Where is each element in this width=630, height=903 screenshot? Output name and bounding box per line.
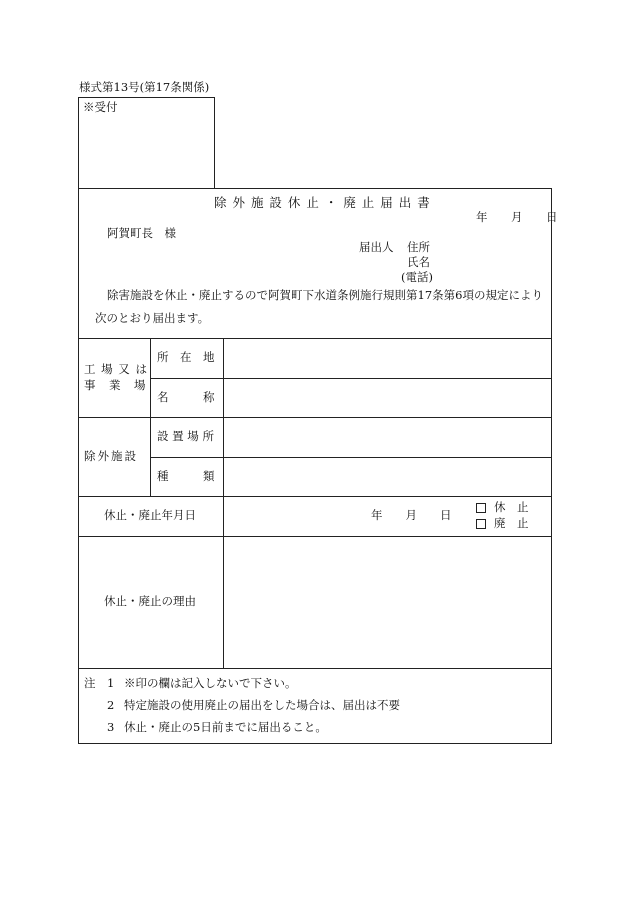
form-title: 除 外 施 設 休 止 ・ 廃 止 届 出 書 <box>214 195 431 210</box>
install-place-field[interactable] <box>226 420 548 454</box>
factory-name-field[interactable] <box>226 381 548 415</box>
body-text-line1: 除害施設を休止・廃止するので阿賀町下水道条例施行規則第17条第6項の規定により <box>107 288 543 302</box>
reason-field[interactable] <box>226 539 548 665</box>
note-1-text: ※印の欄は記入しないで下さい。 <box>124 676 297 690</box>
receipt-box <box>78 97 215 189</box>
note-2-num: 2 <box>107 698 115 712</box>
body-text-line2: 次のとおり届出ます。 <box>95 311 210 325</box>
date-line: 年 月 日 <box>476 210 564 224</box>
name-field[interactable] <box>440 255 540 269</box>
addressee: 阿賀町長 様 <box>107 226 176 240</box>
location-label: 所 在 地 <box>157 350 215 364</box>
suspension-date-placeholder: 年 月 日 <box>371 508 452 522</box>
notifier-address-label: 住所 <box>407 240 430 254</box>
receipt-label: ※受付 <box>83 100 118 114</box>
facility-type-label: 種 類 <box>157 469 215 483</box>
option-abolish-label: 廃 止 <box>494 516 529 530</box>
address-field[interactable] <box>440 240 540 254</box>
install-place-label: 設 置 場 所 <box>157 429 214 443</box>
notifier-phone-label: (電話) <box>401 270 433 284</box>
facility-type-field[interactable] <box>226 460 548 494</box>
reason-label: 休止・廃止の理由 <box>104 594 196 608</box>
notifier-label: 届出人 <box>359 240 394 254</box>
factory-name-label: 名 称 <box>157 390 215 404</box>
phone-field[interactable] <box>440 270 540 284</box>
checkbox-suspend[interactable] <box>476 503 486 513</box>
suspension-date-label: 休止・廃止年月日 <box>104 508 196 522</box>
note-1-num: 注 1 <box>84 676 115 690</box>
note-2-text: 特定施設の使用廃止の届出をした場合は、届出は不要 <box>124 698 400 712</box>
option-suspend-label: 休 止 <box>494 500 529 514</box>
form-number: 様式第13号(第17条関係) <box>79 80 210 94</box>
factory-label-line2: 事 業 場 <box>84 378 147 392</box>
option-suspend[interactable] <box>476 502 529 514</box>
note-3-text: 休止・廃止の5日前までに届出ること。 <box>124 720 327 734</box>
location-field[interactable] <box>226 341 548 375</box>
facility-label: 除外施設 <box>84 449 138 463</box>
notifier-name-label: 氏名 <box>407 255 430 269</box>
note-3-num: 3 <box>107 720 115 734</box>
factory-label-line1: 工 場 又 は <box>84 362 148 376</box>
option-abolish[interactable] <box>476 518 529 530</box>
checkbox-abolish[interactable] <box>476 519 486 529</box>
